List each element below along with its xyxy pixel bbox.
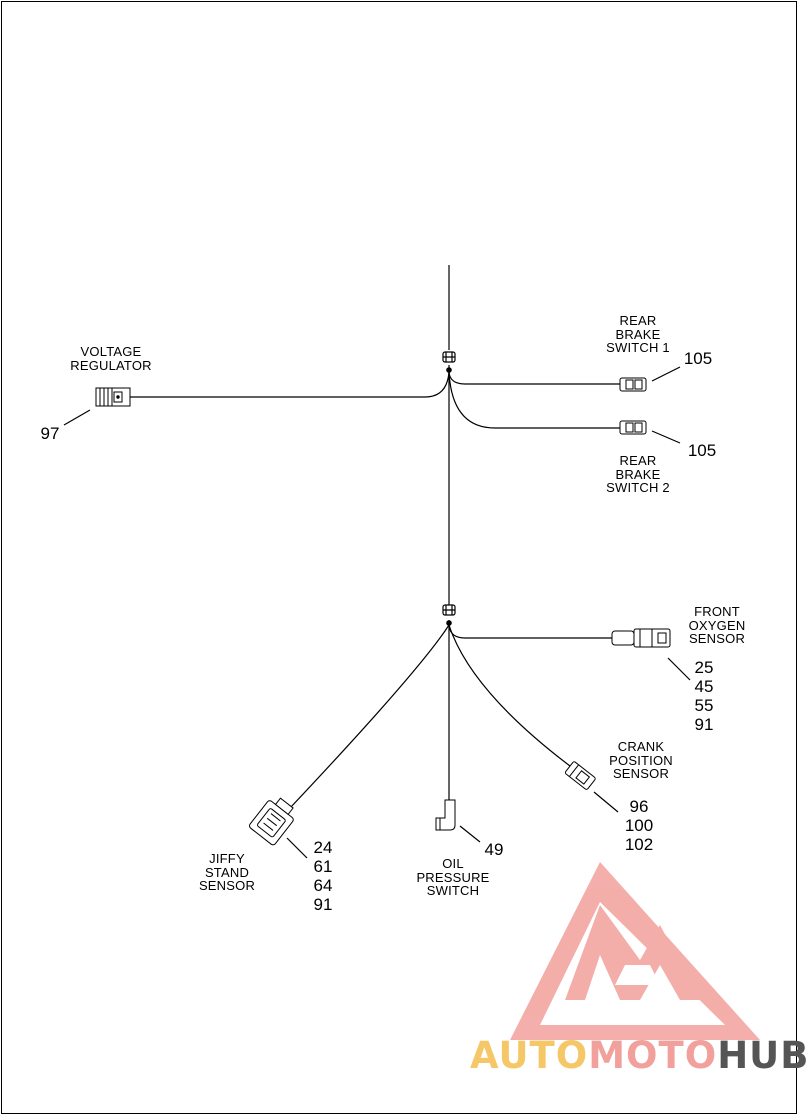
front-oxygen-sensor-wire — [449, 625, 612, 638]
rear-brake-switch-2-leader — [652, 431, 680, 443]
front-oxygen-sensor-callout: 25 45 55 91 — [694, 658, 714, 734]
jiffy-stand-sensor-label: JIFFY STAND SENSOR — [198, 851, 256, 893]
crank-position-sensor-wire — [449, 625, 570, 766]
watermark-word-1: AUTO — [470, 1034, 589, 1077]
front-oxygen-sensor-connector — [612, 629, 670, 647]
rear-brake-switch-1-leader — [652, 367, 680, 381]
watermark-wordmark — [470, 1034, 809, 1077]
crank-position-sensor-callout: 96 100 102 — [624, 797, 654, 854]
rear-brake-switch-1-connector — [620, 378, 646, 391]
jiffy-stand-sensor-callout: 24 61 64 91 — [313, 838, 333, 914]
jiffy-stand-sensor-connector — [248, 793, 299, 846]
voltage-regulator-label: VOLTAGE REGULATOR — [70, 344, 152, 373]
voltage-regulator-wire — [130, 372, 449, 397]
upper-harness-clip — [443, 352, 455, 372]
crank-position-sensor-label: CRANK POSITION SENSOR — [609, 739, 673, 781]
voltage-regulator-leader — [64, 410, 90, 425]
watermark-word-2: MOTO — [588, 1034, 718, 1077]
lower-harness-clip — [443, 605, 455, 625]
rear-brake-switch-1-label: REAR BRAKE SWITCH 1 — [606, 313, 670, 355]
rear-brake-switch-2-callout: 105 — [687, 441, 717, 460]
rear-brake-switch-1-wire — [449, 372, 620, 384]
rear-brake-switch-2-label: REAR BRAKE SWITCH 2 — [606, 453, 670, 495]
oil-pressure-switch-body — [436, 800, 455, 830]
rear-brake-switch-2-wire — [449, 372, 620, 428]
rear-brake-switch-2-connector — [620, 421, 646, 434]
front-oxygen-sensor-label: FRONT OXYGEN SENSOR — [688, 604, 746, 646]
oil-pressure-switch-callout: 49 — [484, 840, 504, 859]
rear-brake-switch-1-callout: 105 — [683, 349, 713, 368]
oil-pressure-switch-label: OIL PRESSURE SWITCH — [416, 856, 490, 898]
voltage-regulator-connector — [96, 388, 130, 406]
watermark-word-3: HUB — [717, 1034, 809, 1077]
voltage-regulator-callout: 97 — [40, 424, 60, 443]
jiffy-stand-sensor-wire — [290, 625, 449, 808]
